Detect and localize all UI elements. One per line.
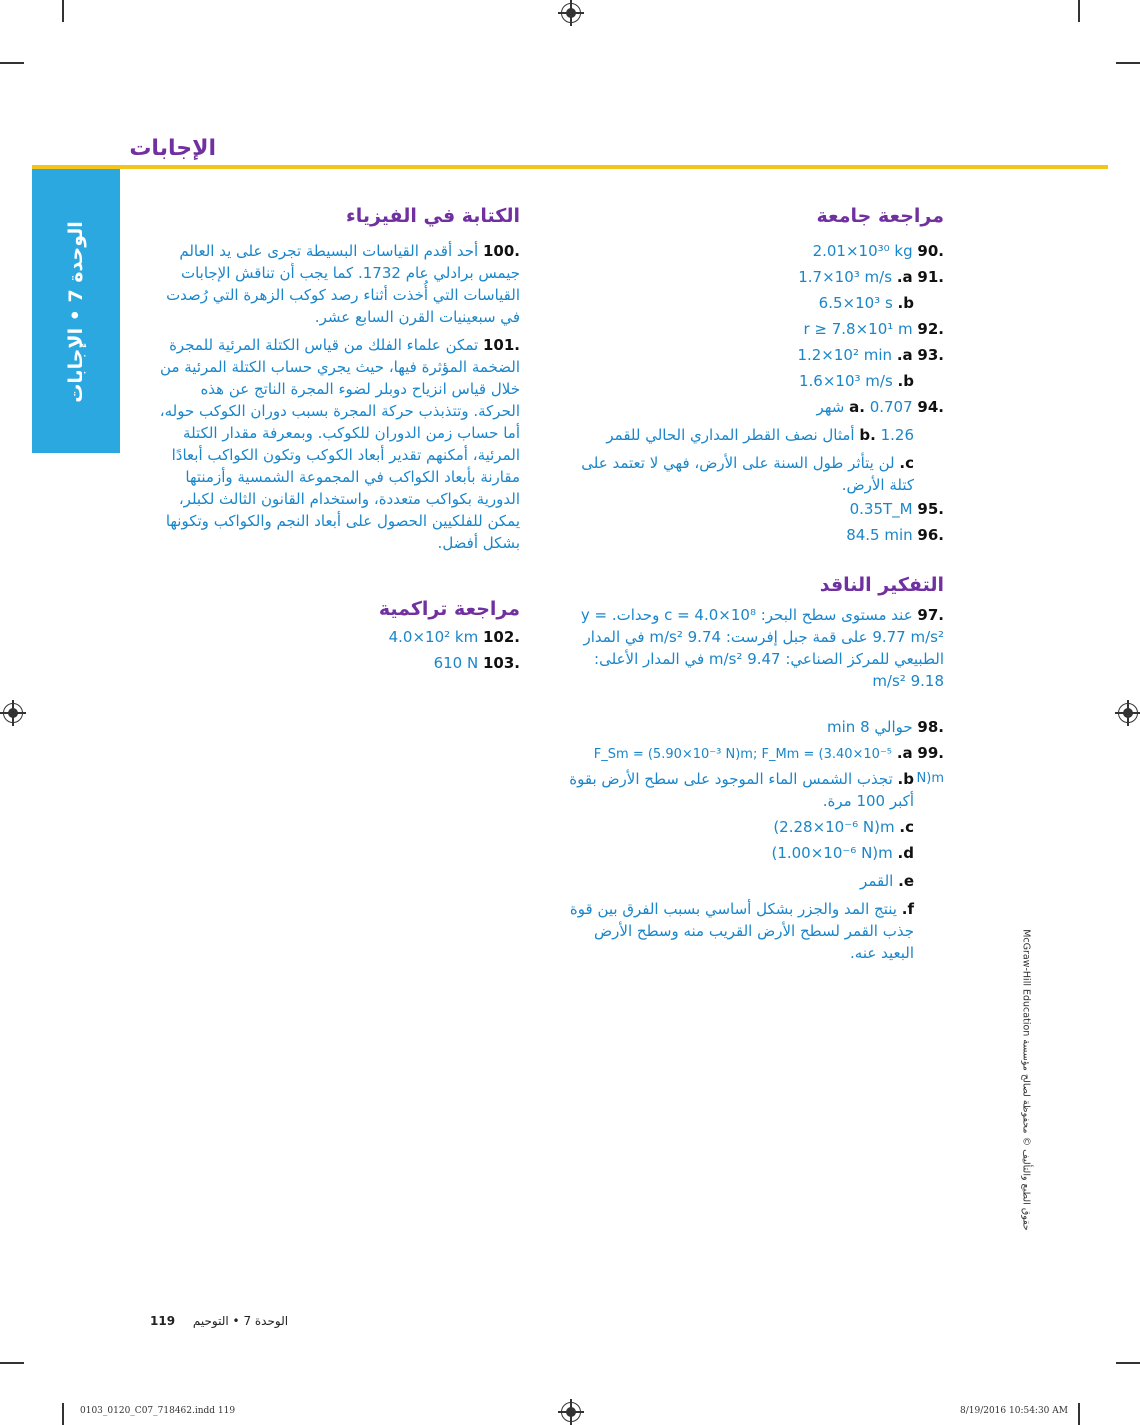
page-number: 119 <box>150 1314 176 1328</box>
answer-letter: a. <box>896 744 913 762</box>
answer-value: تجذب الشمس الماء الموجود على سطح الأرض بقوة أكبر 100 مرة. <box>569 770 914 810</box>
answer-value: 610 N <box>433 654 479 672</box>
footer-label: الوحدة 7 • التوحيم <box>192 1314 289 1328</box>
answer-item <box>584 292 914 314</box>
answer-letter: a. <box>849 398 865 416</box>
answer-item <box>584 370 914 392</box>
answer-number: .97 <box>917 606 944 624</box>
answer-value: حوالي 8 min <box>826 718 913 736</box>
answer-item <box>564 898 914 964</box>
section-title: مراجعة تراكمية <box>378 598 520 620</box>
answer-value: القمر <box>860 872 894 890</box>
answer-item <box>564 604 944 692</box>
answer-number: .100 <box>482 242 520 260</box>
crop-mark <box>1078 0 1080 22</box>
answer-letter: a. <box>896 268 913 286</box>
answer-value: 1.26 أمثال نصف القطر المداري الحالي للقمر <box>606 426 914 444</box>
side-tab-label: الوحدة 7 • الإجابات <box>65 221 87 403</box>
answer-item <box>584 716 944 738</box>
crop-mark <box>0 62 24 64</box>
answer-value: 0.35T_M <box>849 500 913 518</box>
answer-letter: a. <box>896 346 913 364</box>
crop-mark <box>1078 1403 1080 1425</box>
answer-item <box>574 424 914 446</box>
answer-item <box>584 344 944 366</box>
section-title: التفكير الناقد <box>819 574 944 596</box>
crop-mark <box>1116 1362 1140 1364</box>
answer-value: r ≥ 7.8×10¹ m <box>803 320 913 338</box>
answer-number: .95 <box>917 500 944 518</box>
answer-value: تمكن علماء الفلك من قياس الكتلة المرئية للمجرة الضخمة المؤثرة فيها، حيث يجري حساب الكتلة المرئية من خلال قياس انزياح دوبلر لضوء المجرة الناتج عن هذه الحركة. وتتذبذب حركة المجرة بسبب دوران الكوكب حوله، أما حساب زمن الدوران للكوكب. وبمعرفة مقدار الكتلة المرئية، أمكنهم تقدير أبعاد الكوكب وتكون الكواكب أبعادًا مقارنة بأبعاد الكواكب في المجموعة الشمسية وأزمنتها الدورية بكواكب متعددة، واستخدام القانون الثالث لكبلر، يمكن للفلكيين الحصول على أبعاد النجم والكواكب وتكونها بشكل أفضل. <box>159 336 520 552</box>
answer-value: لن يتأثر طول السنة على الأرض، فهي لا تعتمد على كتلة الأرض. <box>581 454 914 494</box>
answer-letter: c. <box>899 454 914 472</box>
answer-value: 1.6×10³ m/s <box>798 372 893 390</box>
answer-value: 1.7×10³ m/s <box>798 268 893 286</box>
answer-item <box>160 626 520 648</box>
answer-item <box>584 318 944 340</box>
answer-letter: b. <box>897 372 914 390</box>
answer-letter: b. <box>859 426 876 444</box>
registration-mark-icon <box>561 1402 581 1422</box>
answer-number: .90 <box>917 242 944 260</box>
answer-number: .99 <box>917 744 944 762</box>
crop-mark <box>1116 62 1140 64</box>
answer-item <box>160 240 520 328</box>
print-slug-file: 0103_0120_C07_718462.indd 119 <box>80 1406 236 1416</box>
crop-mark <box>62 1403 64 1425</box>
answer-number: .92 <box>917 320 944 338</box>
section-title: مراجعة جامعة <box>816 205 944 227</box>
answer-number: .103 <box>482 654 520 672</box>
answer-number: .101 <box>482 336 520 354</box>
answer-number: .102 <box>482 628 520 646</box>
header-rule <box>32 165 1108 169</box>
answer-item <box>564 768 914 812</box>
registration-mark-icon <box>1118 703 1138 723</box>
answer-item <box>584 524 944 546</box>
answer-letter: f. <box>901 900 914 918</box>
answer-value: أحد أقدم القياسات البسيطة تجرى على يد العالم جيمس برادلي عام 1732. كما يجب أن تناقش الإجابات القياسات التي أُخذت أثناء رصد كوكب الزهرة التي رُصدت في سبعينيات القرن السابع عشر. <box>166 242 520 326</box>
answer-value: F_Sm = (5.90×10⁻³ N)m; F_Mm = (3.40×10⁻⁵ N)m <box>593 747 944 786</box>
print-slug-date: 8/19/2016 10:54:30 AM <box>959 1406 1068 1416</box>
crop-mark <box>62 0 64 22</box>
section-title: الكتابة في الفيزياء <box>345 205 520 227</box>
answer-item <box>584 816 914 838</box>
answer-number: .98 <box>917 718 944 736</box>
crop-mark <box>0 1362 24 1364</box>
answer-letter: e. <box>898 872 914 890</box>
answer-value: (2.28×10⁻⁶ N)m <box>773 818 895 836</box>
answer-value: (1.00×10⁻⁶ N)m <box>771 844 893 862</box>
answer-value: 1.2×10² min <box>797 346 893 364</box>
answer-number: .91 <box>917 268 944 286</box>
registration-mark-icon <box>561 3 581 23</box>
answer-letter: b. <box>897 294 914 312</box>
page-title: الإجابات <box>129 136 216 161</box>
answer-value: 84.5 min <box>846 526 913 544</box>
answer-value: 2.01×10³⁰ kg <box>812 242 913 260</box>
answer-value: 0.707 شهر <box>816 398 913 416</box>
answer-item <box>584 266 944 288</box>
answer-value: 6.5×10³ s <box>818 294 893 312</box>
answer-value: 4.0×10² km <box>388 628 479 646</box>
answer-number: .93 <box>917 346 944 364</box>
answer-item <box>584 870 914 892</box>
page-footer <box>150 1314 288 1328</box>
answer-item <box>584 240 944 262</box>
answer-letter: b. <box>897 770 914 788</box>
answer-value: ينتج المد والجزر بشكل أساسي بسبب الفرق بين قوة جذب القمر لسطح الأرض القريب منه وسطح الأرض البعيد عنه. <box>569 900 914 962</box>
answer-item <box>160 652 520 674</box>
answer-item <box>150 334 520 554</box>
registration-mark-icon <box>3 703 23 723</box>
answer-item <box>584 842 914 864</box>
answer-number: .96 <box>917 526 944 544</box>
answer-number: .94 <box>917 398 944 416</box>
answer-letter: d. <box>897 844 914 862</box>
copyright-notice: حقوق الطبع والتأليف © محفوظة لصالح مؤسسة McGraw-Hill Education <box>1020 929 1032 1231</box>
answer-item <box>564 452 914 496</box>
answer-item <box>584 498 944 520</box>
answer-item <box>584 396 944 418</box>
answer-letter: c. <box>899 818 914 836</box>
answer-value: عند مستوى سطح البحر: c = 4.0×10⁸ وحدات. y = 9.77 m/s² على قمة جبل إفرست: 9.74 m/s² في المدار الطبيعي للمركز الصناعي: 9.47 m/s² في المدار الأعلى: 9.18 m/s² <box>580 606 944 690</box>
